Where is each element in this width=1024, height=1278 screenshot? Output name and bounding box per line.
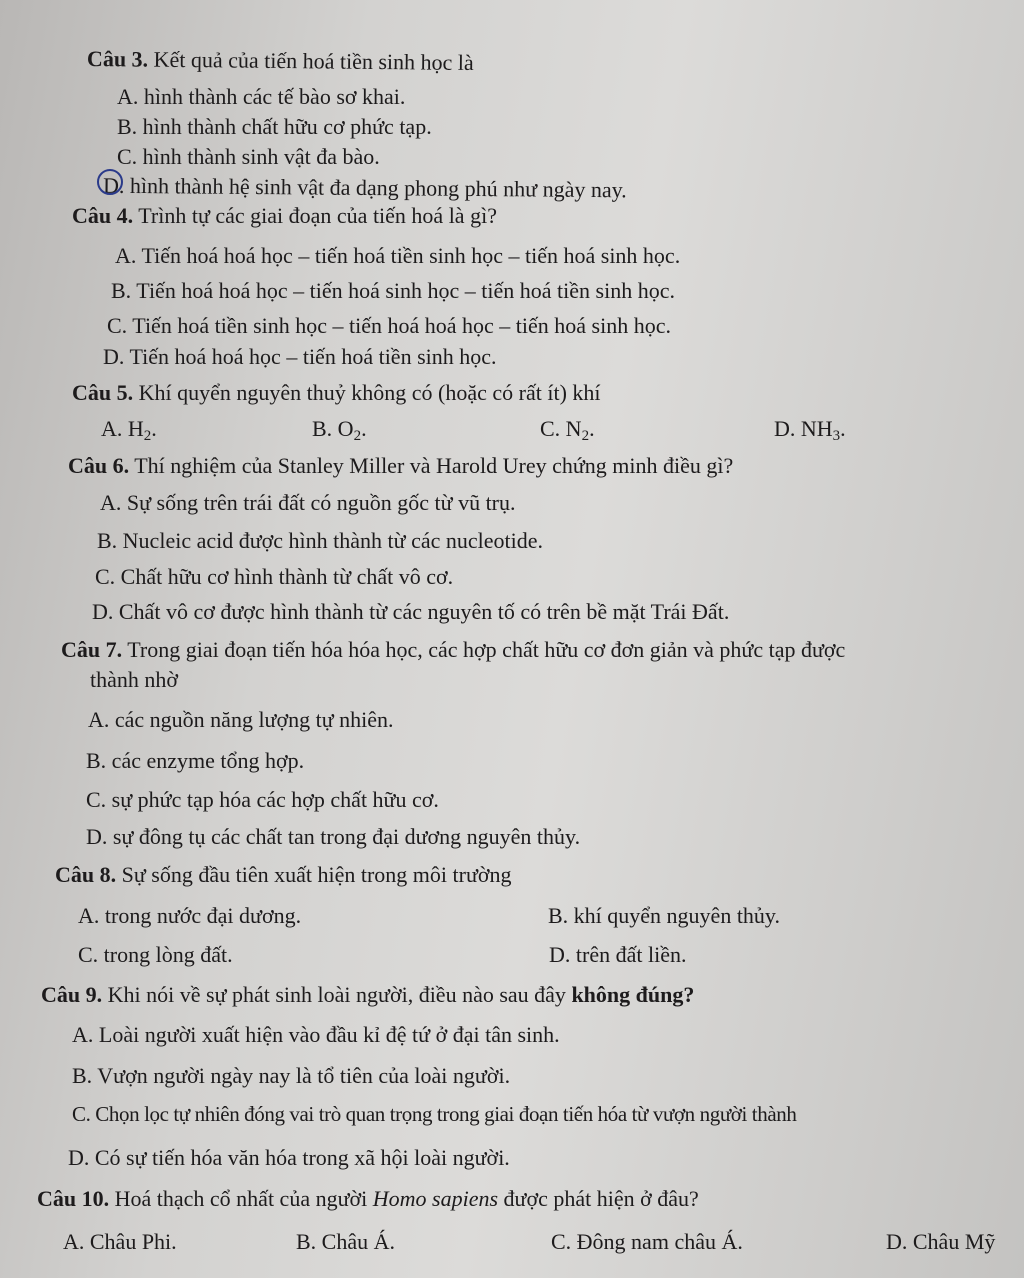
option-c: C. Đông nam châu Á. bbox=[551, 1229, 743, 1254]
question-number: Câu 7. bbox=[61, 637, 123, 662]
question-text: Trình tự các giai đoạn của tiến hoá là gì? bbox=[133, 203, 497, 228]
option-d: D. sự đông tụ các chất tan trong đại dương nguyên thủy. bbox=[86, 824, 581, 849]
option-c: C. Tiến hoá tiền sinh học – tiến hoá hoá học – tiến hoá sinh học. bbox=[107, 313, 671, 338]
question-text-end: được phát hiện ở đâu? bbox=[498, 1186, 699, 1211]
question-4 bbox=[72, 203, 497, 229]
question-text: Kết quả của tiến hoá tiền sinh học là bbox=[148, 46, 474, 76]
question-text: Khí quyển nguyên thuỷ không có (hoặc có rất ít) khí bbox=[133, 380, 601, 405]
option-d: D. Tiến hoá hoá học – tiến hoá tiền sinh học. bbox=[103, 344, 497, 369]
option-c: C. Chất hữu cơ hình thành từ chất vô cơ. bbox=[95, 564, 454, 589]
option-c: C. sự phức tạp hóa các hợp chất hữu cơ. bbox=[86, 787, 439, 812]
option-d: D. Chất vô cơ được hình thành từ các nguyên tố có trên bề mặt Trái Đất. bbox=[92, 599, 730, 624]
question-3 bbox=[87, 46, 474, 76]
option-a: A. trong nước đại dương. bbox=[78, 903, 302, 928]
question-text: Khi nói về sự phát sinh loài người, điều nào sau đây bbox=[102, 982, 572, 1007]
option-b: B. Tiến hoá hoá học – tiến hoá sinh học – tiến hoá tiền sinh học. bbox=[111, 278, 675, 303]
option-d: D. $NH_3$. bbox=[774, 416, 846, 444]
option-b: B. hình thành chất hữu cơ phức tạp. bbox=[117, 114, 432, 139]
question-emphasis: không đúng? bbox=[571, 982, 695, 1007]
question-8 bbox=[55, 862, 512, 888]
answer-circle-mark bbox=[97, 169, 123, 195]
question-9 bbox=[41, 982, 694, 1008]
option-a: A. Châu Phi. bbox=[63, 1229, 177, 1254]
question-text: Trong giai đoạn tiến hóa hóa học, các hợp chất hữu cơ đơn giản và phức tạp được bbox=[122, 637, 846, 662]
option-d: D. Châu Mỹ bbox=[886, 1229, 996, 1254]
question-5 bbox=[72, 380, 601, 406]
question-text: Hoá thạch cổ nhất của người bbox=[109, 1186, 373, 1211]
species-name: Homo sapiens bbox=[372, 1186, 499, 1211]
question-10 bbox=[37, 1186, 699, 1212]
option-a: A. $H_2$. bbox=[101, 416, 157, 444]
option-b: B. Châu Á. bbox=[296, 1229, 395, 1254]
question-number: Câu 4. bbox=[72, 203, 134, 228]
question-number: Câu 5. bbox=[72, 380, 134, 405]
option-a: A. Loài người xuất hiện vào đầu kỉ đệ tứ ở đại tân sinh. bbox=[72, 1022, 560, 1047]
option-b: B. các enzyme tổng hợp. bbox=[86, 748, 305, 773]
option-b: B. $O_2$. bbox=[312, 416, 367, 444]
question-number: Câu 3. bbox=[86, 45, 149, 72]
option-c: C. $N_2$. bbox=[540, 416, 595, 444]
question-text: Sự sống đầu tiên xuất hiện trong môi trường bbox=[116, 862, 512, 887]
option-c: C. trong lòng đất. bbox=[78, 942, 233, 967]
question-number: Câu 9. bbox=[41, 982, 103, 1007]
option-a: A. Tiến hoá hoá học – tiến hoá tiền sinh học – tiến hoá sinh học. bbox=[115, 243, 681, 268]
question-7 bbox=[61, 637, 845, 663]
option-a: A. các nguồn năng lượng tự nhiên. bbox=[88, 707, 394, 732]
question-number: Câu 10. bbox=[37, 1186, 110, 1211]
question-number: Câu 8. bbox=[55, 862, 117, 887]
question-6 bbox=[68, 453, 733, 479]
option-a: A. Sự sống trên trái đất có nguồn gốc từ vũ trụ. bbox=[100, 490, 516, 515]
option-c: C. Chọn lọc tự nhiên đóng vai trò quan trọng trong giai đoạn tiến hóa từ vượn người thành bbox=[72, 1102, 797, 1126]
option-d: D. Có sự tiến hóa văn hóa trong xã hội loài người. bbox=[68, 1145, 510, 1170]
option-d: D. trên đất liền. bbox=[549, 942, 687, 967]
question-number: Câu 6. bbox=[68, 453, 130, 478]
option-c: C. hình thành sinh vật đa bào. bbox=[117, 144, 380, 169]
question-7-continuation: thành nhờ bbox=[90, 667, 179, 692]
option-b: B. Vượn người ngày nay là tổ tiên của loài người. bbox=[72, 1063, 511, 1088]
option-d: D. hình thành hệ sinh vật đa dạng phong phú như ngày nay. bbox=[102, 172, 627, 203]
option-b: B. Nucleic acid được hình thành từ các nucleotide. bbox=[97, 528, 543, 553]
option-b: B. khí quyển nguyên thủy. bbox=[548, 903, 780, 928]
option-a: A. hình thành các tế bào sơ khai. bbox=[117, 84, 406, 109]
question-text: Thí nghiệm của Stanley Miller và Harold Urey chứng minh điều gì? bbox=[129, 453, 734, 478]
